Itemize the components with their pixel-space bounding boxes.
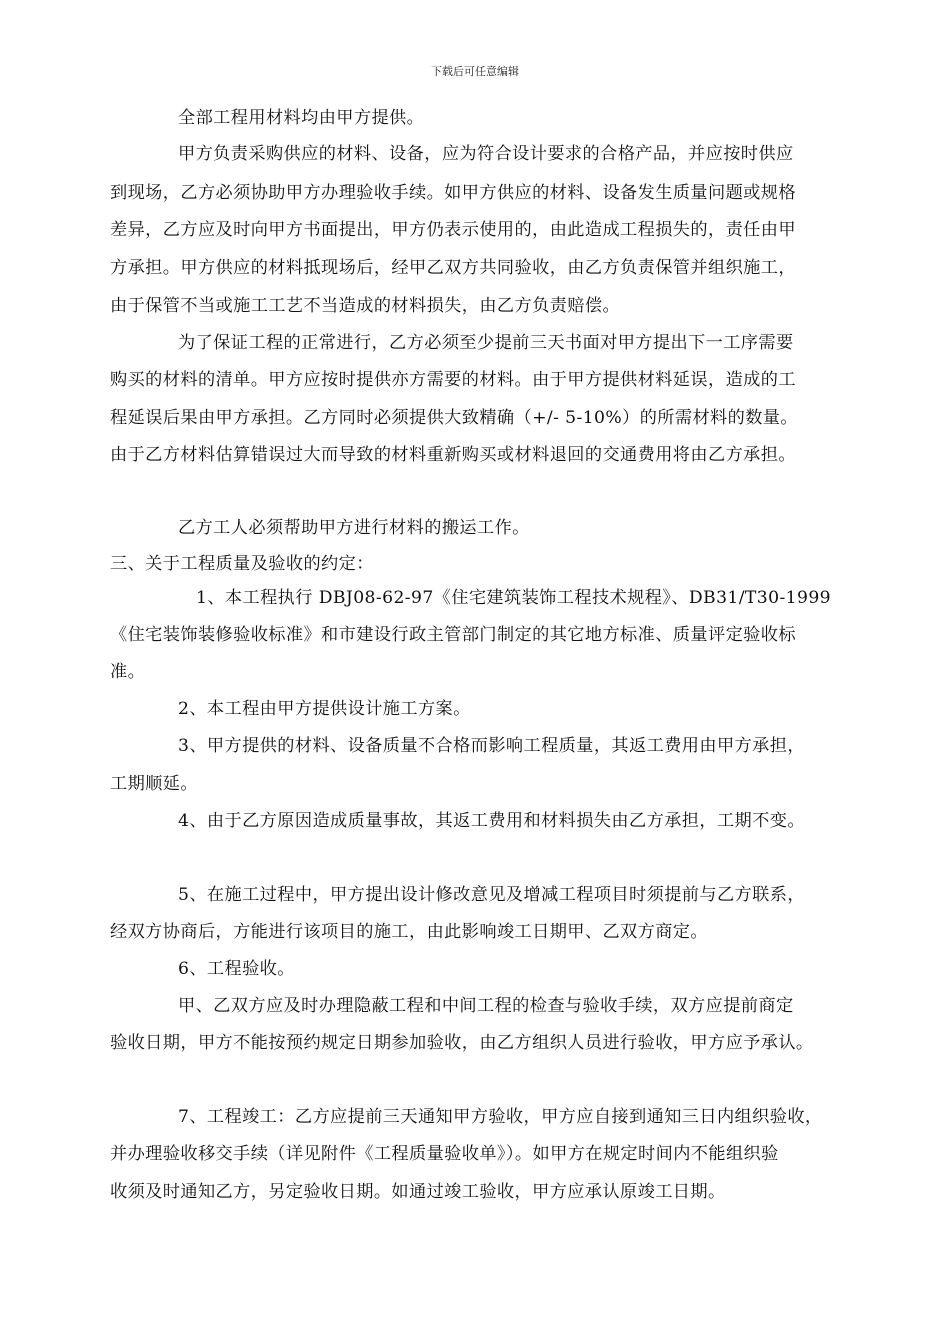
text-line: 三、关于工程质量及验收的约定： xyxy=(110,554,374,574)
page-header: 下载后可任意编辑 xyxy=(431,65,519,78)
text-line: 程延误后果由甲方承担。乙方同时必须提供大致精确（+/- 5-10%）的所需材料的数量。 xyxy=(110,408,798,428)
text-line: 1、本工程执行 DBJ08-62-97《住宅建筑装饰工程技术规程》、DB31/T30-1999 xyxy=(196,588,832,608)
text-line: 验收日期，甲方不能按预约规定日期参加验收，由乙方组织人员进行验收，甲方应予承认。 xyxy=(110,1033,814,1053)
text-line: 经双方协商后，方能进行该项目的施工，由此影响竣工日期甲、乙双方商定。 xyxy=(110,922,708,942)
text-line: 购买的材料的清单。甲方应按时提供亦方需要的材料。由于甲方提供材料延误，造成的工 xyxy=(110,370,796,390)
text-line: 准。 xyxy=(110,662,146,682)
text-line: 由于乙方材料估算错误过大而导致的材料重新购买或材料退回的交通费用将由乙方承担。 xyxy=(110,445,796,465)
text-line: 甲方负责采购供应的材料、设备，应为符合设计要求的合格产品，并应按时供应 xyxy=(178,144,794,164)
text-line: 《住宅装饰装修验收标准》和市建设行政主管部门制定的其它地方标准、质量评定验收标 xyxy=(110,625,796,645)
text-line: 并办理验收移交手续（详见附件《工程质量验收单》）。如甲方在规定时间内不能组织验 xyxy=(110,1144,779,1164)
text-line: 到现场，乙方必须协助甲方办理验收手续。如甲方供应的材料、设备发生质量问题或规格 xyxy=(110,183,796,203)
text-line: 工期顺延。 xyxy=(110,774,198,794)
text-line: 7、工程竣工：乙方应提前三天通知甲方验收，甲方应自接到通知三日内组织验收， xyxy=(178,1107,823,1127)
text-line: 乙方工人必须帮助甲方进行材料的搬运工作。 xyxy=(178,518,530,538)
text-line: 3、甲方提供的材料、设备质量不合格而影响工程质量，其返工费用由甲方承担， xyxy=(178,736,805,756)
text-line: 6、工程验收。 xyxy=(178,959,295,979)
text-line: 收须及时通知乙方，另定验收日期。如通过竣工验收，甲方应承认原竣工日期。 xyxy=(110,1182,726,1202)
text-line: 差异，乙方应及时向甲方书面提出，甲方仍表示使用的，由此造成工程损失的，责任由甲 xyxy=(110,220,796,240)
text-line: 全部工程用材料均由甲方提供。 xyxy=(178,108,425,128)
text-line: 由于保管不当或施工工艺不当造成的材料损失，由乙方负责赔偿。 xyxy=(110,296,621,316)
text-line: 为了保证工程的正常进行，乙方必须至少提前三天书面对甲方提出下一工序需要 xyxy=(178,333,794,353)
text-line: 方承担。甲方供应的材料抵现场后，经甲乙双方共同验收，由乙方负责保管并组织施工， xyxy=(110,258,796,278)
text-line: 甲、乙双方应及时办理隐蔽工程和中间工程的检查与验收手续，双方应提前商定 xyxy=(178,996,794,1016)
text-line: 2、本工程由甲方提供设计施工方案。 xyxy=(178,699,471,719)
text-line: 4、由于乙方原因造成质量事故，其返工费用和材料损失由乙方承担，工期不变。 xyxy=(178,811,805,831)
text-line: 5、在施工过程中，甲方提出设计修改意见及增减工程项目时须提前与乙方联系， xyxy=(178,885,805,905)
